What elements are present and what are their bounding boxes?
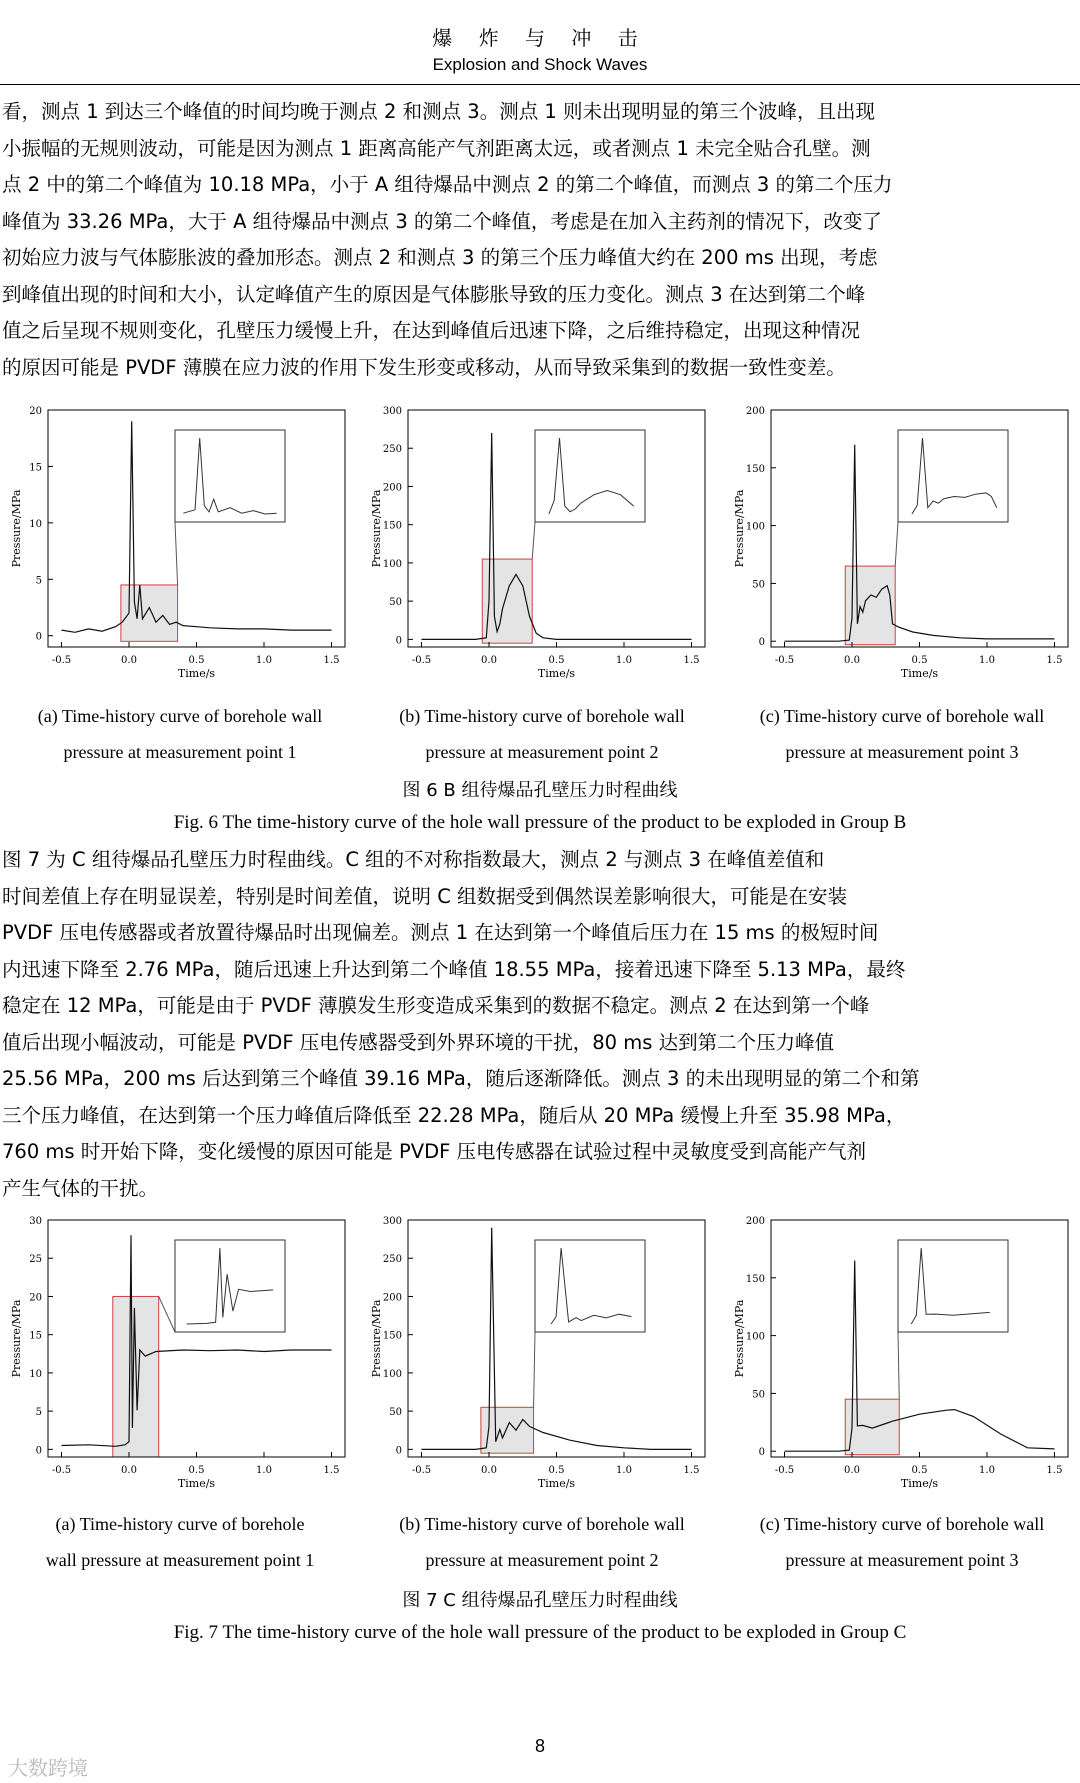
x-tick-label: 1.0 — [616, 1465, 632, 1476]
subcaption-line: wall pressure at measurement point 1 — [45, 1550, 315, 1570]
subcaption-line: pressure at measurement point 2 — [425, 742, 659, 762]
y-tick-label: 0 — [35, 1445, 42, 1457]
paragraph-line: 稳定在 12 MPa，可能是由于 PVDF 薄膜发生形变造成采集到的数据不稳定。测点 2 在达到第一个峰 — [2, 994, 870, 1017]
y-tick-label: 50 — [752, 1389, 765, 1401]
inset-arrow — [175, 522, 178, 585]
chart-fig6a — [10, 402, 355, 702]
x-tick-label: 1.5 — [323, 655, 340, 666]
x-tick-label: 0.5 — [911, 1465, 928, 1476]
paragraph-line: 到峰值出现的时间和大小，认定峰值产生的原因是气体膨胀导致的压力变化。测点 3 在达到第二个峰 — [2, 282, 866, 306]
y-axis-label: Pressure/MPa — [733, 489, 746, 568]
y-tick-label: 0 — [35, 631, 42, 643]
y-tick-label: 300 — [382, 406, 402, 417]
subcaption-line: pressure at measurement point 3 — [785, 1550, 1019, 1570]
y-tick-label: 10 — [29, 518, 42, 530]
y-tick-label: 50 — [752, 579, 765, 591]
x-tick-label: -0.5 — [411, 1465, 432, 1476]
x-tick-label: 0.5 — [548, 655, 565, 666]
inset-frame — [898, 430, 1008, 522]
paragraph-line: 峰值为 33.26 MPa，大于 A 组待爆品中测点 3 的第二个峰值，考虑是在加入主药剂的情况下，改变了 — [2, 209, 882, 233]
subcaption-line: pressure at measurement point 2 — [425, 1550, 659, 1570]
paragraph-line: 看，测点 1 到达三个峰值的时间均晚于测点 2 和测点 3。测点 1 则未出现明显的第三个波峰，且出现 — [2, 100, 876, 123]
chart-fig7b — [370, 1212, 715, 1512]
x-tick-label: 0.0 — [844, 655, 860, 666]
y-tick-label: 0 — [758, 637, 765, 649]
x-tick-label: -0.5 — [51, 655, 72, 666]
page-number: 8 — [534, 1736, 545, 1756]
y-tick-label: 50 — [389, 1407, 402, 1419]
watermark-text: 大数跨境 — [8, 1756, 88, 1780]
inset-arrow — [534, 1332, 535, 1407]
y-axis-label: Pressure/MPa — [733, 1299, 746, 1378]
x-tick-label: -0.5 — [774, 1465, 795, 1476]
y-tick-label: 30 — [29, 1216, 42, 1227]
y-tick-label: 200 — [745, 1216, 765, 1227]
x-tick-label: 0.0 — [844, 1465, 860, 1476]
highlight-region — [845, 1399, 899, 1454]
y-tick-label: 150 — [745, 1273, 765, 1285]
x-tick-label: 1.0 — [256, 655, 272, 666]
y-tick-label: 5 — [35, 575, 42, 587]
x-axis-label: Time/s — [177, 667, 216, 680]
y-tick-label: 150 — [745, 463, 765, 475]
subcaption-7a — [0, 1506, 360, 1578]
journal-title-cn: 爆 炸 与 冲 击 — [432, 26, 648, 50]
paragraph-line: 内迅速下降至 2.76 MPa，随后迅速上升达到第二个峰值 18.55 MPa，接着迅速下降至 5.13 MPa，最终 — [2, 957, 906, 981]
subcaption-6a — [0, 698, 360, 770]
y-tick-label: 50 — [389, 597, 402, 609]
paragraph-line: 时间差值上存在明显误差，特别是时间差值，说明 C 组数据受到偶然误差影响很大，可能是在安装 — [2, 884, 848, 908]
y-axis-label: Pressure/MPa — [370, 489, 383, 568]
y-tick-label: 15 — [29, 1330, 42, 1342]
chart-fig6b — [370, 402, 715, 702]
y-tick-label: 25 — [29, 1254, 42, 1266]
y-axis-label: Pressure/MPa — [10, 489, 23, 568]
paragraph-line: 760 ms 时开始下降，变化缓慢的原因可能是 PVDF 压电传感器在试验过程中灵敏度受到高能产气剂 — [2, 1140, 866, 1163]
y-tick-label: 150 — [382, 520, 402, 532]
paragraph-line: 值后出现小幅波动，可能是 PVDF 压电传感器受到外界环境的干扰，80 ms 达到第二个压力峰值 — [2, 1030, 835, 1054]
y-tick-label: 20 — [29, 406, 42, 417]
subcaption-7b — [362, 1506, 722, 1578]
y-tick-label: 200 — [745, 406, 765, 417]
y-tick-label: 20 — [29, 1292, 42, 1304]
inset-frame — [175, 1240, 285, 1332]
chart-fig7a — [10, 1212, 355, 1512]
x-tick-label: 1.0 — [256, 1465, 272, 1476]
y-axis-label: Pressure/MPa — [370, 1299, 383, 1378]
subcaption-line: (c) Time-history curve of borehole wall — [759, 1514, 1045, 1534]
inset-frame — [535, 1240, 645, 1332]
subcaption-line: (b) Time-history curve of borehole wall — [399, 1514, 685, 1534]
figure-7-caption-en: Fig. 7 The time-history curve of the hole wall pressure of the product to be exploded in Group C — [173, 1622, 907, 1643]
x-axis-label: Time/s — [537, 1477, 576, 1490]
subcaption-7c — [724, 1506, 1080, 1578]
y-tick-label: 200 — [382, 482, 402, 494]
y-tick-label: 10 — [29, 1368, 42, 1380]
paragraph-1 — [2, 94, 1072, 386]
x-axis-label: Time/s — [900, 1477, 939, 1490]
x-tick-label: 0.0 — [481, 1465, 497, 1476]
chart-fig6c — [733, 402, 1078, 702]
paragraph-line: 三个压力峰值，在达到第一个压力峰值后降低至 22.28 MPa，随后从 20 MPa 缓慢上升至 35.98 MPa， — [2, 1103, 906, 1127]
x-tick-label: 1.5 — [1046, 655, 1063, 666]
x-axis-label: Time/s — [177, 1477, 216, 1490]
x-tick-label: 1.5 — [683, 1465, 700, 1476]
y-tick-label: 100 — [382, 558, 402, 570]
x-tick-label: 1.0 — [979, 655, 995, 666]
x-tick-label: 0.5 — [188, 1465, 205, 1476]
subcaption-line: (a) Time-history curve of borehole wall — [37, 706, 323, 726]
paragraph-line: PVDF 压电传感器或者放置待爆品时出现偏差。测点 1 在达到第一个峰值后压力在 15 ms 的极短时间 — [2, 921, 879, 944]
x-tick-label: 0.0 — [121, 1465, 137, 1476]
y-tick-label: 0 — [395, 1445, 402, 1457]
subcaption-line: (c) Time-history curve of borehole wall — [759, 706, 1045, 726]
y-tick-label: 100 — [382, 1368, 402, 1380]
paragraph-line: 小振幅的无规则波动，可能是因为测点 1 距离高能产气剂距离太远，或者测点 1 未完全贴合孔壁。测 — [2, 136, 871, 160]
paragraph-2 — [2, 842, 1072, 1207]
x-tick-label: -0.5 — [774, 655, 795, 666]
x-tick-label: 1.0 — [616, 655, 632, 666]
paragraph-line: 初始应力波与气体膨胀波的叠加形态。测点 2 和测点 3 的第三个压力峰值大约在 200 ms 出现，考虑 — [2, 246, 878, 269]
y-tick-label: 0 — [395, 635, 402, 647]
x-tick-label: 0.0 — [481, 655, 497, 666]
y-tick-label: 150 — [382, 1330, 402, 1342]
x-axis-label: Time/s — [900, 667, 939, 680]
x-axis-label: Time/s — [537, 667, 576, 680]
x-tick-label: 1.5 — [1046, 1465, 1063, 1476]
subcaption-line: pressure at measurement point 1 — [63, 742, 297, 762]
figure-6-caption-en: Fig. 6 The time-history curve of the hole wall pressure of the product to be exploded in Group B — [173, 812, 907, 833]
paragraph-line: 产生气体的干扰。 — [2, 1176, 159, 1200]
subcaption-line: pressure at measurement point 3 — [785, 742, 1019, 762]
y-tick-label: 15 — [29, 462, 42, 474]
y-tick-label: 100 — [745, 1331, 765, 1343]
x-tick-label: 0.5 — [548, 1465, 565, 1476]
inset-arrow — [898, 1332, 899, 1399]
y-tick-label: 0 — [758, 1447, 765, 1459]
header-divider — [0, 84, 1080, 85]
x-tick-label: 1.5 — [323, 1465, 340, 1476]
paragraph-line: 的原因可能是 PVDF 薄膜在应力波的作用下发生形变或移动，从而导致采集到的数据一致性变差。 — [2, 355, 846, 379]
subcaption-line: (b) Time-history curve of borehole wall — [399, 706, 685, 726]
x-tick-label: 0.0 — [121, 655, 137, 666]
y-tick-label: 250 — [382, 444, 402, 456]
figure-6-caption-cn: 图 6 B 组待爆品孔壁压力时程曲线 — [402, 780, 678, 801]
figure-7-caption-cn: 图 7 C 组待爆品孔壁压力时程曲线 — [402, 1590, 678, 1611]
x-tick-label: 0.5 — [188, 655, 205, 666]
y-tick-label: 250 — [382, 1254, 402, 1266]
journal-title-en: Explosion and Shock Waves — [432, 55, 648, 74]
paragraph-line: 图 7 为 C 组待爆品孔壁压力时程曲线。C 组的不对称指数最大，测点 2 与测点 3 在峰值差值和 — [2, 848, 825, 871]
paragraph-line: 点 2 中的第二个峰值为 10.18 MPa，小于 A 组待爆品中测点 2 的第二个峰值，而测点 3 的第二个压力 — [2, 173, 893, 196]
x-tick-label: 0.5 — [911, 655, 928, 666]
x-tick-label: -0.5 — [51, 1465, 72, 1476]
subcaption-6c — [724, 698, 1080, 770]
x-tick-label: 1.0 — [979, 1465, 995, 1476]
x-tick-label: -0.5 — [411, 655, 432, 666]
subcaption-6b — [362, 698, 722, 770]
y-axis-label: Pressure/MPa — [10, 1299, 23, 1378]
y-tick-label: 100 — [745, 521, 765, 533]
inset-arrow — [159, 1296, 175, 1332]
x-tick-label: 1.5 — [683, 655, 700, 666]
subcaption-line: (a) Time-history curve of borehole — [55, 1514, 305, 1534]
inset-arrow — [895, 522, 898, 566]
inset-arrow — [532, 522, 535, 559]
y-tick-label: 200 — [382, 1292, 402, 1304]
paragraph-line: 值之后呈现不规则变化，孔壁压力缓慢上升，在达到峰值后迅速下降，之后维持稳定，出现这种情况 — [2, 319, 861, 342]
paragraph-line: 25.56 MPa，200 ms 后达到第三个峰值 39.16 MPa，随后逐渐降低。测点 3 的未出现明显的第二个和第 — [2, 1067, 920, 1090]
chart-fig7c — [733, 1212, 1078, 1512]
y-tick-label: 5 — [35, 1407, 42, 1419]
y-tick-label: 300 — [382, 1216, 402, 1227]
